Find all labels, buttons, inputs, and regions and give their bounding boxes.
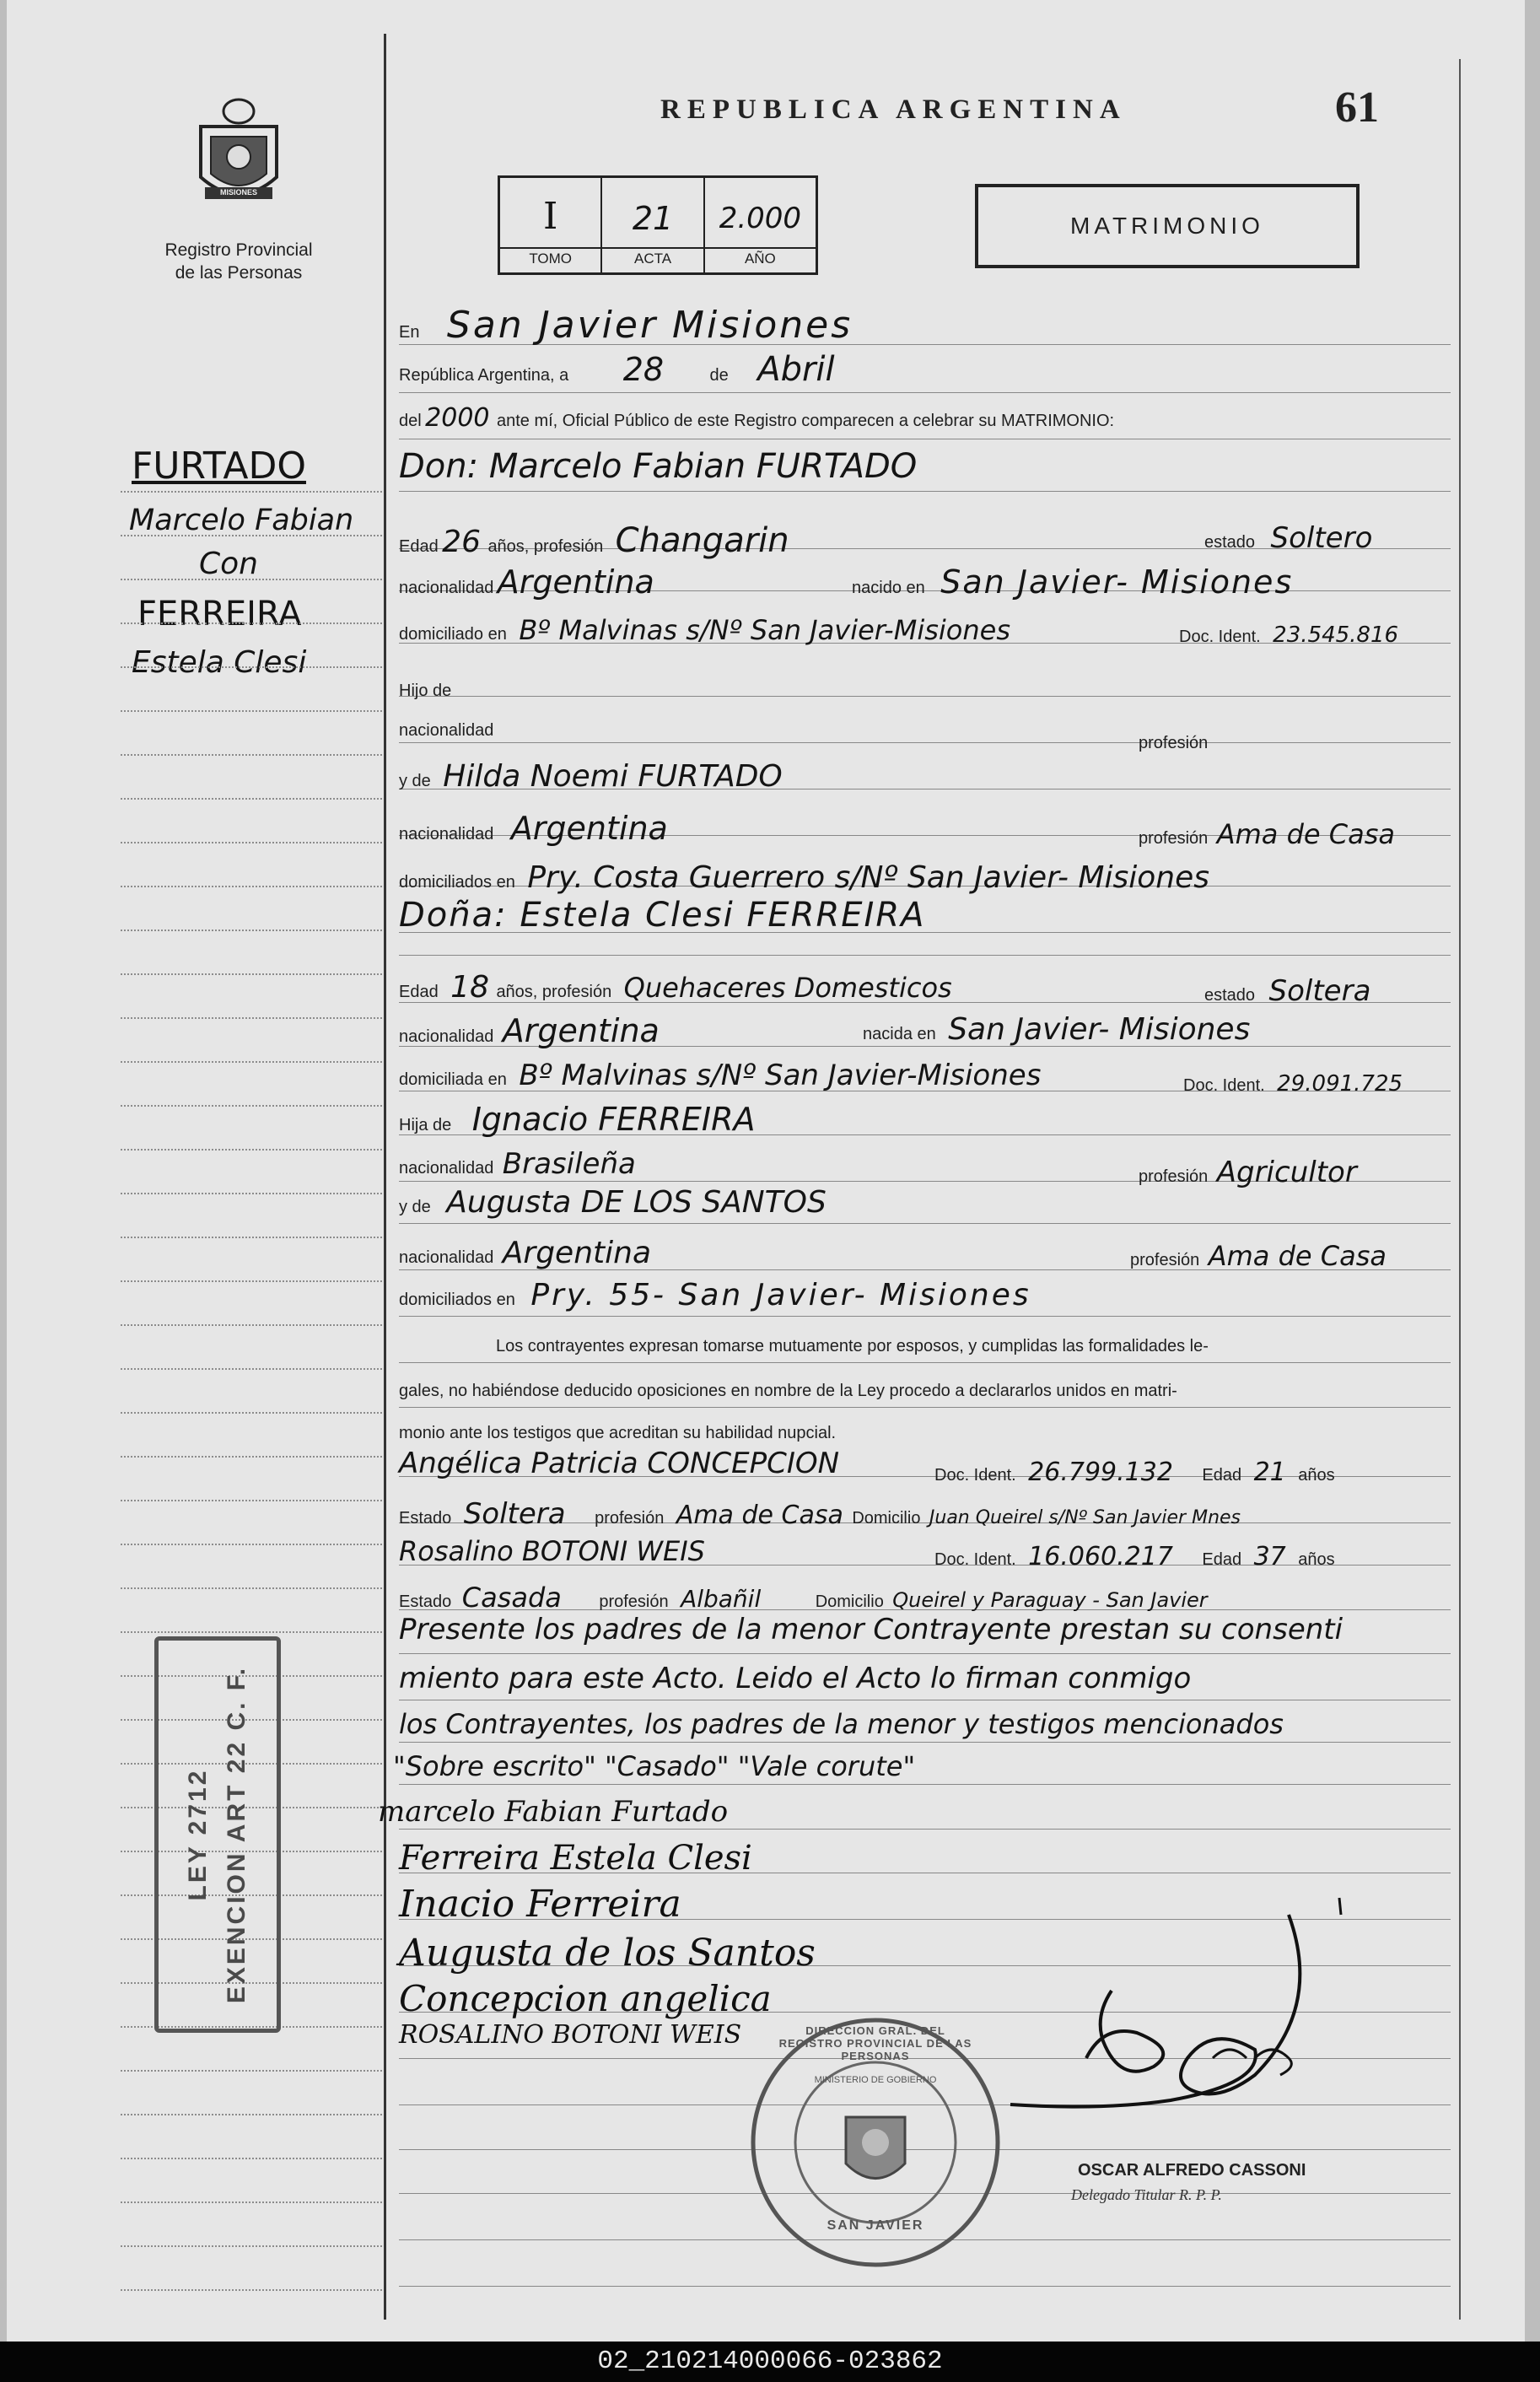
- statement-text: ante mí, Oficial Público de este Registro comparecen a celebrar su MATRIMONIO:: [496, 412, 1115, 430]
- groom-nationality: Argentina: [497, 563, 654, 601]
- margin-rule: [121, 2201, 382, 2205]
- witness1-name: Angélica Patricia CONCEPCION: [399, 1447, 840, 1480]
- groom-mother-nat-line: [399, 810, 668, 847]
- bride-estado: [1204, 974, 1370, 1008]
- margin-rule: [121, 2158, 382, 2161]
- margin-rule: [121, 1017, 382, 1021]
- witness1-doc-value: 26.799.132: [1028, 1458, 1173, 1487]
- bride-profession-label: años, profesión: [496, 983, 612, 1001]
- bride-full-name: Doña: Estela Clesi FERREIRA: [399, 896, 926, 935]
- marriage-year: 2000: [425, 403, 490, 433]
- intro-date-line: [399, 350, 835, 389]
- province-logo: [192, 93, 285, 211]
- groom-estado: [1204, 521, 1372, 555]
- witness2-estado-label: Estado: [399, 1592, 452, 1611]
- de-label: de: [709, 366, 729, 385]
- margin-rule: [121, 2245, 382, 2249]
- del-label: del: [399, 412, 422, 430]
- bride-hija-label: Hija de: [399, 1116, 452, 1134]
- groom-nationality-line: [399, 563, 654, 601]
- margin-groom-surname: FURTADO: [132, 445, 306, 488]
- groom-father-prof-label: profesión: [1139, 734, 1209, 752]
- margin-rule: [121, 2070, 382, 2073]
- bride-mother-prof-label: profesión: [1130, 1251, 1200, 1269]
- groom-profession: Changarin: [615, 521, 789, 560]
- margin-rule: [121, 1412, 382, 1415]
- witness1-doc: [934, 1458, 1335, 1487]
- tomo-cell: [500, 178, 602, 272]
- stamp-line-2: EXENCION ART 22 C. F.: [223, 1665, 250, 2004]
- marriage-day: 28: [622, 351, 665, 388]
- bride-father-nat-line: [399, 1147, 636, 1181]
- margin-rule: [121, 798, 382, 801]
- bride-mother-nationality: Argentina: [502, 1236, 652, 1270]
- bride-nac-label: nacionalidad: [399, 1027, 494, 1046]
- ruled-line: [399, 491, 1451, 492]
- signature-groom: marcelo Fabian Furtado: [378, 1795, 729, 1829]
- witness2-edad-label: Edad: [1202, 1550, 1242, 1569]
- intro-place-line: [399, 304, 853, 347]
- logo-label: MISIONES: [219, 188, 257, 197]
- image-code-footer: 02_210214000066-023862: [0, 2342, 1540, 2382]
- anio-value: 2.000: [719, 202, 802, 235]
- witness1-anos-label: años: [1298, 1466, 1335, 1485]
- witness2-dom-label: Domicilio: [815, 1592, 884, 1611]
- bride-estado-label: estado: [1204, 986, 1256, 1005]
- stamp-line-1: LEY 2712: [184, 1768, 212, 1901]
- margin-rule: [121, 2114, 382, 2117]
- witness2-profession: Albañil: [681, 1585, 762, 1613]
- margin-rule: [121, 535, 382, 538]
- bride-doc-value: 29.091.725: [1277, 1071, 1403, 1097]
- republic-label: República Argentina, a: [399, 366, 569, 385]
- witness2-doc: [934, 1542, 1335, 1571]
- anio-cell: [705, 178, 816, 272]
- bride-mother-nac-label: nacionalidad: [399, 1248, 494, 1267]
- bride-age-line: [399, 970, 952, 1005]
- ruled-line: [399, 955, 1451, 956]
- official-signature-mark: [1002, 1889, 1398, 2142]
- groom-father-nat-line: [399, 721, 493, 741]
- margin-groom-name: Marcelo Fabian: [129, 504, 354, 537]
- official-signature: [1002, 1889, 1398, 2142]
- bride-father-prof: [1139, 1156, 1357, 1189]
- bride-doc: [1183, 1071, 1403, 1097]
- witness1-dom-label: Domicilio: [852, 1509, 921, 1528]
- witness2-doc-label: Doc. Ident.: [934, 1550, 1016, 1569]
- bride-birthplace: [863, 1012, 1250, 1047]
- ruled-line: [399, 1829, 1451, 1830]
- margin-rule: [121, 579, 382, 582]
- groom-domicile: Bº Malvinas s/Nº San Javier-Misiones: [519, 614, 1010, 646]
- witness2-age: 37: [1253, 1542, 1286, 1571]
- witness2-domicile: Queirel y Paraguay - San Javier: [892, 1588, 1208, 1612]
- margin-line: [384, 34, 386, 2320]
- groom-nac-label: nacionalidad: [399, 579, 494, 597]
- margin-rule: [121, 710, 382, 714]
- groom-doc-value: 23.545.816: [1273, 622, 1399, 648]
- margin-rule: [121, 1061, 382, 1064]
- margin-rule: [121, 1105, 382, 1108]
- anio-label: AÑO: [705, 247, 816, 267]
- groom-doc: [1179, 622, 1398, 648]
- bride-father-nationality: Brasileña: [502, 1147, 636, 1181]
- signature-bride: Ferreira Estela Clesi: [399, 1839, 752, 1878]
- bride-domicile: Bº Malvinas s/Nº San Javier-Misiones: [519, 1059, 1042, 1092]
- bride-mother-line: [399, 1185, 827, 1220]
- intro-statement-line: [399, 403, 1114, 433]
- bride-nacida-label: nacida en: [863, 1025, 936, 1043]
- ruled-line: [399, 1407, 1451, 1408]
- bride-father-line: [399, 1101, 755, 1138]
- ruled-line: [399, 1742, 1451, 1743]
- bride-dom-label: domiciliada en: [399, 1070, 507, 1089]
- margin-rule: [121, 1193, 382, 1196]
- ruled-line: [399, 1362, 1451, 1363]
- ruled-line: [399, 1784, 1451, 1785]
- witness2-anos-label: años: [1298, 1550, 1335, 1569]
- bride-nationality-line: [399, 1012, 660, 1049]
- groom-domicile-line: [399, 614, 1010, 646]
- margin-rule: [121, 491, 382, 494]
- note-line-4: "Sobre escrito" "Casado" "Vale corute": [393, 1750, 916, 1782]
- registry-line-1: Registro Provincial: [164, 240, 313, 260]
- groom-mother-profession: Ama de Casa: [1216, 818, 1395, 850]
- declaration-line-2: gales, no habiéndose deducido oposiciones en nombre de la Ley procedo a declararlos unidos en matri-: [399, 1382, 1177, 1400]
- bride-profession: Quehaceres Domesticos: [623, 972, 952, 1004]
- margin-conj: Con: [199, 547, 258, 581]
- margin-rule: [121, 973, 382, 977]
- marriage-place: San Javier Misiones: [446, 304, 853, 347]
- groom-age-line: [399, 521, 789, 560]
- ruled-line: [399, 1653, 1451, 1654]
- registry-line-2: de las Personas: [175, 263, 303, 283]
- acta-cell: [602, 178, 704, 272]
- margin-rule: [121, 930, 382, 933]
- margin-rule: [121, 1324, 382, 1328]
- margin-rule: [121, 1149, 382, 1152]
- bride-mother-nat-line: [399, 1236, 651, 1270]
- groom-mother-line: [399, 759, 783, 794]
- margin-rule: [121, 1237, 382, 1240]
- marriage-month: Abril: [757, 350, 835, 389]
- page-number: 61: [1335, 84, 1379, 132]
- margin-rule: [121, 666, 382, 670]
- bride-domicile-line: [399, 1059, 1041, 1092]
- ruled-line: [399, 392, 1451, 393]
- note-line-3: los Contrayentes, los padres de la menor y testigos mencionados: [399, 1708, 1284, 1740]
- witness1-details-line: [399, 1497, 1241, 1531]
- bride-mother-prof: [1130, 1240, 1387, 1272]
- bride-edad-label: Edad: [399, 983, 439, 1001]
- ruled-line: [399, 742, 1451, 743]
- note-line-1: Presente los padres de la menor Contrayente prestan su consenti: [399, 1613, 1343, 1646]
- ruled-line: [399, 2286, 1451, 2287]
- registry-name: [150, 239, 327, 284]
- groom-father-nac-label: nacionalidad: [399, 721, 494, 740]
- groom-mother-prof: [1139, 818, 1395, 850]
- bride-estado-value: Soltera: [1268, 974, 1371, 1008]
- bride-parents-domicile-line: [399, 1278, 1031, 1312]
- margin-rule: [121, 842, 382, 845]
- ruled-line: [399, 1316, 1451, 1317]
- margin-rule: [121, 1631, 382, 1635]
- margin-rule: [121, 622, 382, 626]
- bride-father-prof-label: profesión: [1139, 1167, 1209, 1186]
- groom-parents-domicile: Pry. Costa Guerrero s/Nº San Javier- Misiones: [527, 860, 1209, 895]
- groom-y-de-label: y de: [399, 772, 431, 790]
- acta-value: 21: [632, 200, 674, 237]
- bride-birthplace-value: San Javier- Misiones: [948, 1012, 1251, 1047]
- witness2-estado: Casada: [461, 1582, 562, 1614]
- groom-hijo-label: Hijo de: [399, 682, 452, 700]
- witness2-doc-value: 16.060.217: [1028, 1542, 1173, 1571]
- groom-mother: Hilda Noemi FURTADO: [443, 759, 783, 794]
- margin-rule: [121, 754, 382, 757]
- margin-rule: [121, 1587, 382, 1591]
- country-title: REPUBLICA ARGENTINA: [660, 94, 1127, 125]
- margin-rule: [121, 886, 382, 889]
- stamp-text-wrap: [179, 1649, 256, 2020]
- declaration-line-3: monio ante los testigos que acreditan su habilidad nupcial.: [399, 1424, 837, 1442]
- right-border-line: [1459, 59, 1461, 2320]
- bride-parents-domicile: Pry. 55- San Javier- Misiones: [530, 1278, 1031, 1312]
- exemption-stamp: [154, 1636, 281, 2033]
- bride-nationality: Argentina: [502, 1012, 660, 1049]
- bride-father-nac-label: nacionalidad: [399, 1159, 494, 1178]
- witness1-profession: Ama de Casa: [676, 1501, 843, 1530]
- margin-rule: [121, 1456, 382, 1459]
- margin-bride-surname: FERREIRA: [137, 595, 302, 633]
- margin-bride-name: Estela Clesi: [132, 645, 307, 680]
- margin-rule: [121, 1280, 382, 1284]
- signature-bride-mother: Augusta de los Santos: [399, 1932, 816, 1975]
- groom-parents-domicile-line: [399, 860, 1209, 895]
- margin-rule: [121, 1368, 382, 1372]
- groom-birthplace-value: San Javier- Misiones: [940, 563, 1294, 601]
- signature-witness2: ROSALINO BOTONI WEIS: [399, 2020, 742, 2050]
- tomo-value: I: [542, 195, 558, 238]
- groom-edad-label: Edad: [399, 537, 439, 556]
- signature-witness1: Concepcion angelica: [399, 1978, 772, 2019]
- groom-full-name: Don: Marcelo Fabian FURTADO: [399, 447, 918, 486]
- groom-doc-label: Doc. Ident.: [1179, 628, 1261, 646]
- record-type-box: [975, 184, 1360, 268]
- groom-mother-prof-label: profesión: [1139, 829, 1209, 848]
- witness2-name: Rosalino BOTONI WEIS: [399, 1535, 705, 1567]
- en-label: En: [399, 323, 420, 342]
- witness1-prof-label: profesión: [595, 1509, 665, 1528]
- seal-bottom-text: SAN JAVIER: [827, 2218, 924, 2233]
- record-type-label: MATRIMONIO: [1070, 213, 1264, 239]
- bride-father-profession: Agricultor: [1216, 1156, 1357, 1189]
- bride-father: Ignacio FERREIRA: [471, 1101, 756, 1138]
- seal-outer-text: DIRECCION GRAL. DEL REGISTRO PROVINCIAL DE LAS PERSONAS: [778, 2024, 972, 2062]
- official-name: OSCAR ALFREDO CASSONI: [1078, 2161, 1306, 2180]
- margin-rule: [121, 1500, 382, 1503]
- seal-inner-text: MINISTERIO DE GOBIERNO: [814, 2075, 937, 2085]
- groom-father-prof: [1139, 734, 1208, 753]
- signature-bride-father: Inacio Ferreira: [399, 1883, 681, 1926]
- groom-mother-nac-label: nacionalidad: [399, 825, 494, 843]
- witness1-doc-label: Doc. Ident.: [934, 1466, 1016, 1485]
- groom-nacido-label: nacido en: [852, 579, 925, 597]
- note-line-2: miento para este Acto. Leido el Acto lo firman conmigo: [399, 1662, 1192, 1695]
- witness2-details-line: [399, 1582, 1208, 1614]
- official-title: Delegado Titular R. P. P.: [1071, 2186, 1222, 2203]
- groom-parents-dom-label: domiciliados en: [399, 873, 515, 892]
- margin-rule: [121, 2289, 382, 2293]
- bride-mother: Augusta DE LOS SANTOS: [446, 1185, 827, 1220]
- tomo-label: TOMO: [500, 247, 600, 267]
- groom-age: 26: [442, 525, 481, 559]
- record-number-box: [498, 175, 818, 275]
- bride-age: 18: [450, 970, 489, 1005]
- groom-father-line: [399, 669, 451, 703]
- groom-dom-label: domiciliado en: [399, 625, 507, 644]
- groom-birthplace: [852, 563, 1293, 601]
- bride-doc-label: Doc. Ident.: [1183, 1076, 1265, 1095]
- acta-label: ACTA: [602, 247, 703, 267]
- groom-mother-nationality: Argentina: [510, 810, 668, 847]
- bride-mother-profession: Ama de Casa: [1208, 1240, 1387, 1272]
- witness2-prof-label: profesión: [599, 1592, 669, 1611]
- margin-rule: [121, 1544, 382, 1547]
- document-page: [7, 0, 1525, 2342]
- official-seal: [749, 2016, 1002, 2269]
- bride-parents-dom-label: domiciliados en: [399, 1291, 515, 1309]
- declaration-line-1: Los contrayentes expresan tomarse mutuamente por esposos, y cumplidas las formalidades le-: [496, 1337, 1209, 1355]
- ruled-line: [399, 696, 1451, 697]
- bride-y-de-label: y de: [399, 1198, 431, 1216]
- witness1-domicile: Juan Queirel s/Nº San Javier Mnes: [929, 1507, 1241, 1528]
- groom-estado-value: Soltero: [1270, 521, 1373, 555]
- witness1-estado-label: Estado: [399, 1509, 452, 1528]
- groom-estado-label: estado: [1204, 533, 1256, 552]
- witness1-estado: Soltera: [463, 1497, 566, 1531]
- groom-profession-label: años, profesión: [487, 537, 604, 556]
- witness1-age: 21: [1253, 1458, 1286, 1487]
- witness1-edad-label: Edad: [1202, 1466, 1242, 1485]
- ruled-line: [399, 1223, 1451, 1224]
